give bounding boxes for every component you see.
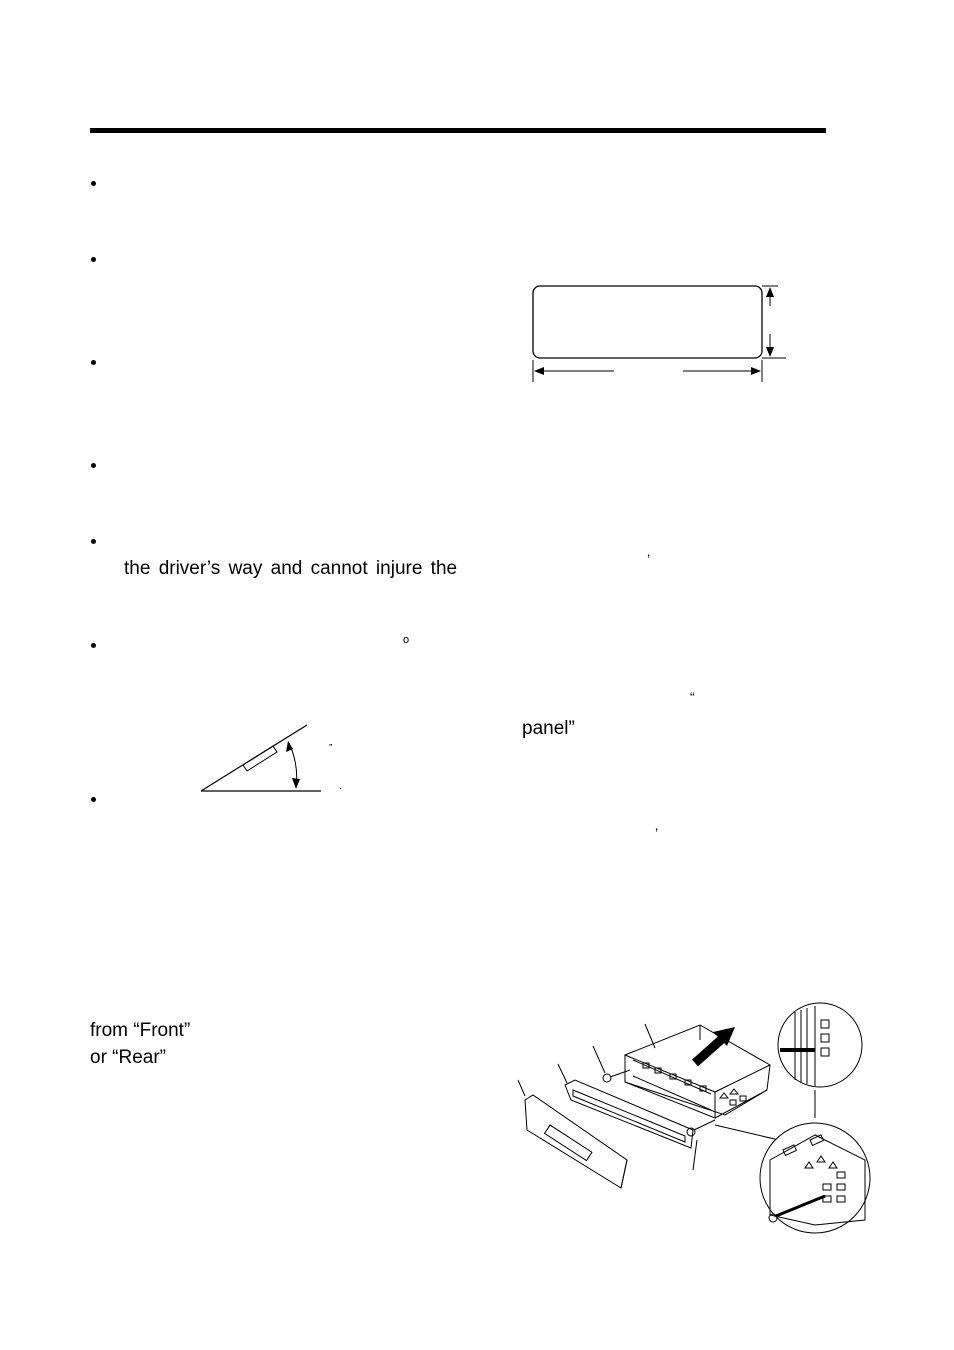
- or-rear-text: or “Rear”: [90, 1047, 167, 1068]
- header-rule: [90, 128, 826, 133]
- bullet-7: [90, 796, 98, 804]
- bullet-4: [90, 462, 98, 470]
- from-front-text: from “Front”: [90, 1020, 191, 1041]
- angle-quote-mark: ”: [329, 743, 333, 754]
- mounting-angle-diagram: [195, 715, 335, 800]
- open-quote-mark: “: [690, 689, 695, 705]
- opening-dimension-diagram: [520, 278, 790, 388]
- bullet-1: [90, 180, 98, 188]
- bullet-3: [90, 359, 98, 367]
- bullet-6: [90, 642, 98, 650]
- apostrophe-mark-2: ’: [655, 825, 659, 841]
- driver-line-text: the driver’s way and cannot injure the: [124, 558, 458, 579]
- dot-mark: .: [339, 781, 342, 792]
- panel-text: panel”: [522, 718, 575, 739]
- degree-mark: o: [403, 634, 410, 646]
- installation-diagram: [515, 1000, 875, 1240]
- bullet-5: [90, 538, 98, 546]
- apostrophe-mark-1: ’: [647, 551, 651, 567]
- bullet-2: [90, 256, 98, 264]
